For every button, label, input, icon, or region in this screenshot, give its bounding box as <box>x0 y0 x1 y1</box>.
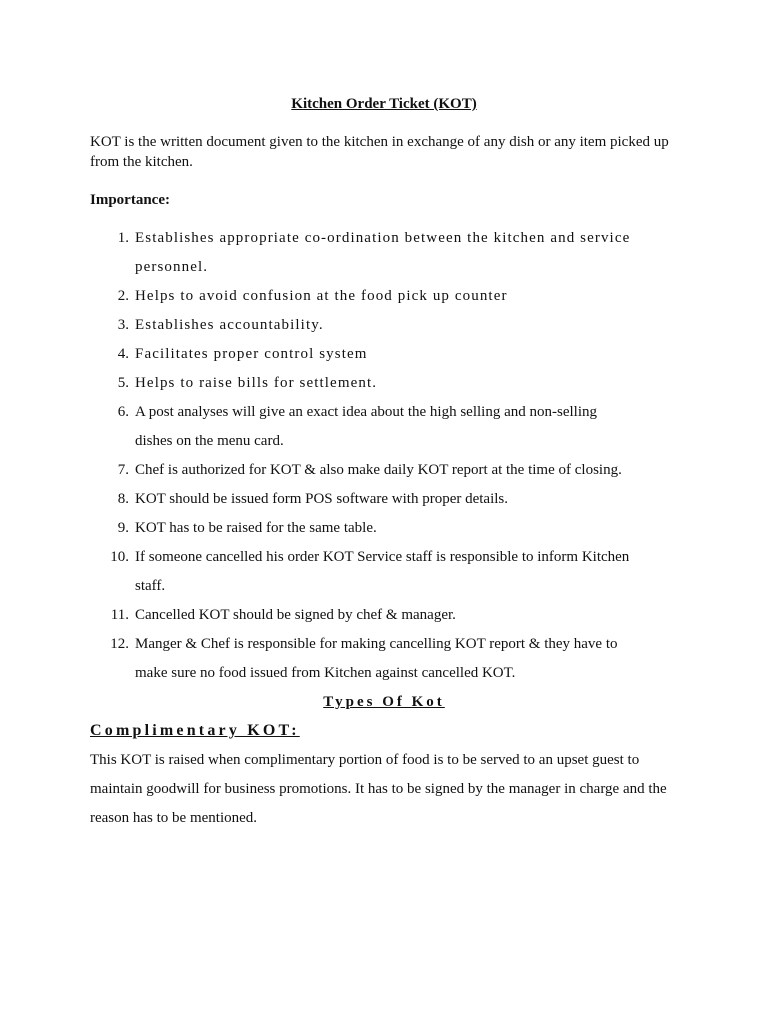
list-item-text: make sure no food issued from Kitchen against cancelled KOT. <box>135 665 516 681</box>
list-item-number: 8. <box>117 491 129 507</box>
list-item-text: Manger & Chef is responsible for making cancelling KOT report & they have to <box>135 636 618 652</box>
list-item-number: 6. <box>117 404 129 420</box>
list-item-number: 5. <box>117 375 129 391</box>
list-item-text: Establishes appropriate co-ordination between the kitchen and service <box>135 230 631 246</box>
list-item-number: 12. <box>110 636 129 652</box>
list-item-text: Establishes accountability. <box>135 317 324 333</box>
list-item-text: KOT has to be raised for the same table. <box>135 520 377 536</box>
list-item-text: personnel. <box>135 259 209 275</box>
list-item-text: If someone cancelled his order KOT Service staff is responsible to inform Kitchen <box>135 549 630 565</box>
list-item-text: Cancelled KOT should be signed by chef & manager. <box>135 607 456 623</box>
complimentary-kot-paragraph: This KOT is raised when complimentary portion of food is to be served to an upset guest to maintain goodwill for business promotions. It has to be signed by the manager in charge and the reason has to be mentioned. <box>90 752 667 826</box>
list-item-number: 10. <box>110 549 129 565</box>
list-item-number: 4. <box>117 346 129 362</box>
list-item-number: 11. <box>110 607 129 623</box>
list-item-text: Helps to avoid confusion at the food pick up counter <box>135 288 508 304</box>
list-item-number: 9. <box>117 520 129 536</box>
intro-paragraph: KOT is the written document given to the kitchen in exchange of any dish or any item picked up from the kitchen. <box>90 134 669 170</box>
list-item-number: 1. <box>117 230 129 246</box>
types-of-kot-heading: Types Of Kot <box>323 694 445 710</box>
document-title: Kitchen Order Ticket (KOT) <box>291 96 477 112</box>
list-item-number: 3. <box>117 317 129 333</box>
importance-heading: Importance: <box>90 192 170 208</box>
list-item-text: KOT should be issued form POS software with proper details. <box>135 491 509 507</box>
list-item-text: Helps to raise bills for settlement. <box>135 375 378 391</box>
list-item-number: 7. <box>117 462 129 478</box>
list-item-number: 2. <box>117 288 129 304</box>
complimentary-kot-heading: Complimentary KOT: <box>90 722 300 739</box>
list-item-text: dishes on the menu card. <box>135 433 284 449</box>
list-item-text: staff. <box>135 578 166 594</box>
list-item-text: Facilitates proper control system <box>135 346 368 362</box>
list-item-text: Chef is authorized for KOT & also make daily KOT report at the time of closing. <box>135 462 622 478</box>
list-item-text: A post analyses will give an exact idea about the high selling and non-selling <box>135 404 597 420</box>
